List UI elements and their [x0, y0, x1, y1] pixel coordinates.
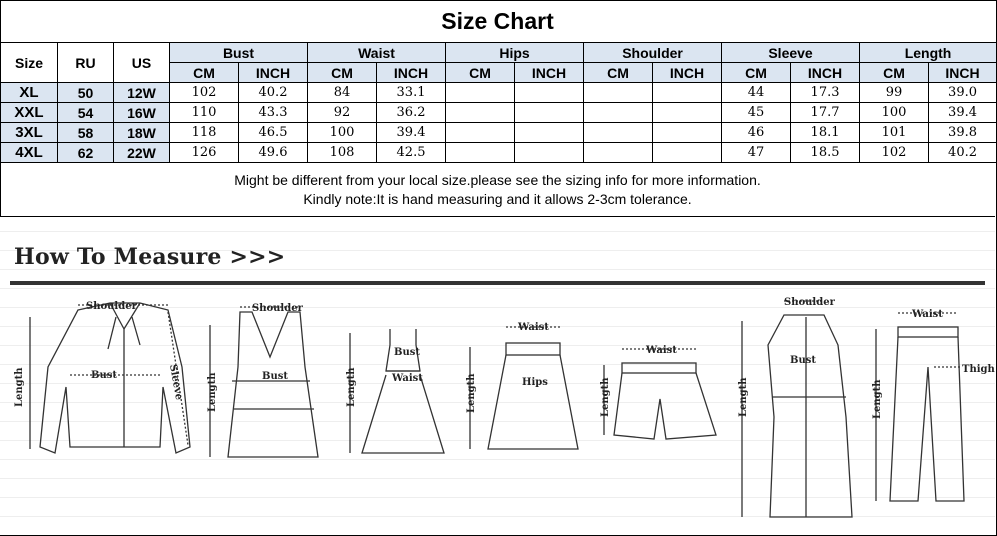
cell-value: 47	[722, 143, 791, 163]
cell-value: 39.8	[929, 123, 997, 143]
cell-ru: 62	[58, 143, 114, 163]
header-us: US	[114, 43, 170, 83]
unit-header-length-cm: CM	[860, 63, 929, 83]
cell-value: 108	[308, 143, 377, 163]
note-line-1: Might be different from your local size.please see the sizing info for more information.	[234, 172, 761, 188]
garment-illustrations	[0, 217, 995, 535]
unit-header-waist-cm: CM	[308, 63, 377, 83]
cell-value: 92	[308, 103, 377, 123]
cell-us: 18W	[114, 123, 170, 143]
cell-value: 18.1	[791, 123, 860, 143]
cell-value: 39.4	[377, 123, 446, 143]
cell-value: 99	[860, 83, 929, 103]
unit-header-bust-cm: CM	[170, 63, 239, 83]
label-bust-1: Bust	[91, 370, 117, 381]
cell-value: 110	[170, 103, 239, 123]
cell-size: XXL	[1, 103, 58, 123]
cell-value	[515, 83, 584, 103]
cell-value: 84	[308, 83, 377, 103]
cell-value	[515, 143, 584, 163]
label-shoulder-1: Shoulder	[86, 301, 137, 312]
label-bust-3: Bust	[394, 347, 420, 358]
unit-header-hips-cm: CM	[446, 63, 515, 83]
cell-value: 40.2	[239, 83, 308, 103]
header-bust: Bust	[170, 43, 308, 63]
unit-header-bust-inch: INCH	[239, 63, 308, 83]
cell-us: 12W	[114, 83, 170, 103]
cell-value	[653, 103, 722, 123]
cell-value: 100	[860, 103, 929, 123]
label-waist-3: Waist	[392, 373, 423, 384]
cell-us: 16W	[114, 103, 170, 123]
header-ru: RU	[58, 43, 114, 83]
skirt-illustration	[466, 322, 578, 449]
cell-value: 45	[722, 103, 791, 123]
table-row	[1, 83, 997, 103]
cell-value: 39.0	[929, 83, 997, 103]
table-row	[1, 143, 997, 163]
table-row	[1, 103, 997, 123]
trousers-illustration	[872, 309, 995, 501]
trench-coat-illustration	[738, 297, 852, 517]
label-length-7: Length	[872, 379, 883, 419]
cell-us: 22W	[114, 143, 170, 163]
cell-size: 3XL	[1, 123, 58, 143]
cell-size: XL	[1, 83, 58, 103]
how-to-measure-section	[0, 217, 995, 535]
header-waist: Waist	[308, 43, 446, 63]
header-sleeve: Sleeve	[722, 43, 860, 63]
shorts-illustration	[600, 345, 716, 439]
unit-header-length-inch: INCH	[929, 63, 997, 83]
label-hips-4: Hips	[522, 377, 548, 388]
label-waist-4: Waist	[518, 322, 549, 333]
label-length-2: Length	[207, 372, 218, 412]
cell-value: 46.5	[239, 123, 308, 143]
cell-value: 42.5	[377, 143, 446, 163]
unit-header-sleeve-cm: CM	[722, 63, 791, 83]
size-notes	[0, 162, 995, 217]
cell-value: 102	[860, 143, 929, 163]
cell-value: 101	[860, 123, 929, 143]
cell-value: 102	[170, 83, 239, 103]
blouse-illustration	[14, 301, 190, 453]
label-bust-6: Bust	[790, 355, 816, 366]
label-length-5: Length	[600, 377, 611, 417]
label-length-4: Length	[466, 373, 477, 413]
cell-value	[515, 123, 584, 143]
label-waist-5: Waist	[646, 345, 677, 356]
cell-value	[584, 83, 653, 103]
cell-value	[446, 123, 515, 143]
slip-dress-illustration	[346, 329, 444, 453]
cell-value: 33.1	[377, 83, 446, 103]
cell-value: 49.6	[239, 143, 308, 163]
label-length-3: Length	[346, 367, 357, 407]
label-sleeve-1: Sleeve	[167, 363, 185, 401]
cell-value: 44	[722, 83, 791, 103]
cell-value	[584, 103, 653, 123]
cell-value	[653, 123, 722, 143]
tank-top-illustration	[207, 303, 318, 457]
cell-value: 18.5	[791, 143, 860, 163]
cell-value: 40.2	[929, 143, 997, 163]
cell-value	[584, 123, 653, 143]
cell-value	[515, 103, 584, 123]
unit-header-hips-inch: INCH	[515, 63, 584, 83]
label-shoulder-6: Shoulder	[784, 297, 835, 308]
header-length: Length	[860, 43, 997, 63]
cell-value: 46	[722, 123, 791, 143]
page-title: Size Chart	[0, 0, 995, 43]
size-table	[0, 42, 997, 163]
label-bust-2: Bust	[262, 371, 288, 382]
cell-value	[653, 143, 722, 163]
cell-ru: 58	[58, 123, 114, 143]
cell-value	[584, 143, 653, 163]
unit-header-shoulder-cm: CM	[584, 63, 653, 83]
label-waist-7: Waist	[912, 309, 943, 320]
cell-value	[446, 103, 515, 123]
header-hips: Hips	[446, 43, 584, 63]
cell-value	[446, 83, 515, 103]
label-length-1: Length	[14, 367, 25, 407]
cell-ru: 54	[58, 103, 114, 123]
cell-value: 39.4	[929, 103, 997, 123]
label-thigh-7: Thigh	[962, 364, 995, 375]
cell-value: 43.3	[239, 103, 308, 123]
label-shoulder-2: Shoulder	[252, 303, 303, 314]
cell-value: 17.3	[791, 83, 860, 103]
cell-value: 118	[170, 123, 239, 143]
note-line-2: Kindly note:It is hand measuring and it allows 2-3cm tolerance.	[303, 191, 692, 207]
cell-value: 36.2	[377, 103, 446, 123]
header-size: Size	[1, 43, 58, 83]
how-to-measure-heading: How To Measure >>>	[14, 244, 286, 270]
label-length-6: Length	[738, 377, 749, 417]
cell-value: 100	[308, 123, 377, 143]
table-row	[1, 123, 997, 143]
cell-value: 17.7	[791, 103, 860, 123]
unit-header-sleeve-inch: INCH	[791, 63, 860, 83]
cell-value	[446, 143, 515, 163]
cell-size: 4XL	[1, 143, 58, 163]
cell-ru: 50	[58, 83, 114, 103]
cell-value: 126	[170, 143, 239, 163]
unit-header-waist-inch: INCH	[377, 63, 446, 83]
header-shoulder: Shoulder	[584, 43, 722, 63]
cell-value	[653, 83, 722, 103]
unit-header-shoulder-inch: INCH	[653, 63, 722, 83]
